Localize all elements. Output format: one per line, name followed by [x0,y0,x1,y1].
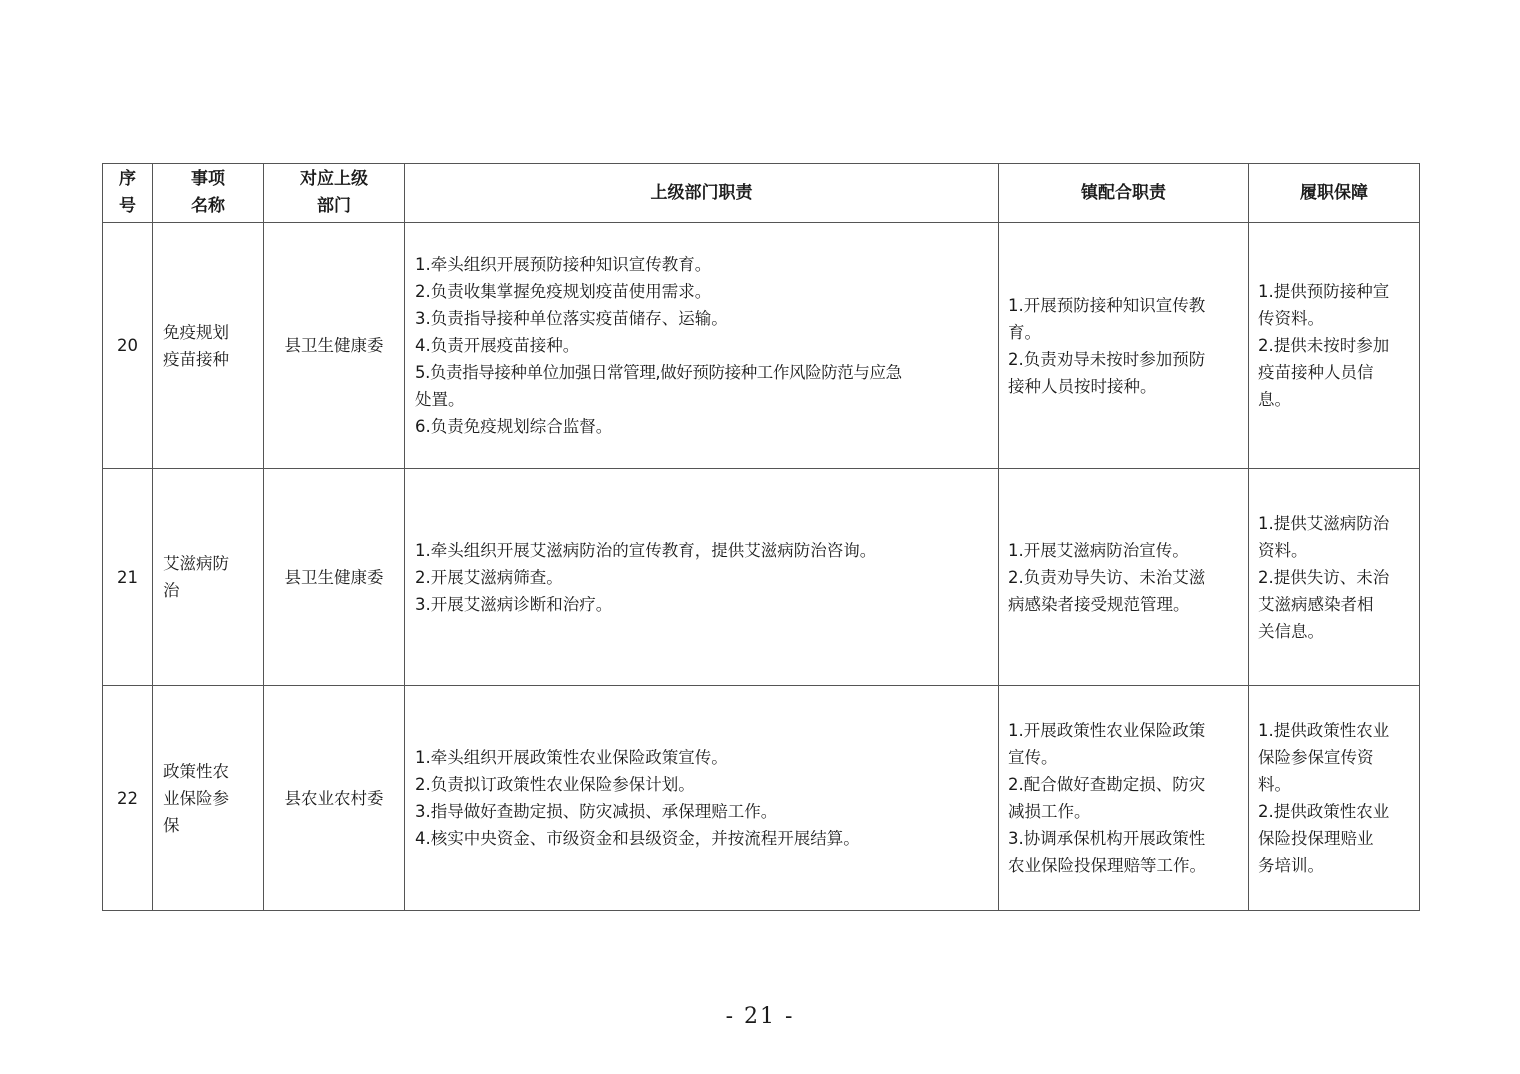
town-line: 接种人员按时接种。 [1008,376,1157,396]
guarantee-line: 资料。 [1258,540,1308,560]
row-town [999,223,1249,469]
table-header-row [103,164,1420,223]
town-line: 宣传。 [1008,748,1058,767]
row-duty [405,686,999,911]
town-line: 1.开展艾滋病防治宣传。 [1008,540,1189,560]
row-name-line: 保 [163,815,180,835]
guarantee-line: 2.提供政策性农业 [1258,802,1390,821]
duty-line: 6.负责免疫规划综合监督。 [415,417,613,436]
row-name-line: 政策性农 [163,761,229,781]
row-name-line: 治 [163,581,180,600]
header-name-line: 名称 [191,196,225,216]
header-dept-line: 部门 [317,196,351,216]
row-dept: 县卫生健康委 [264,223,405,469]
town-line: 减损工作。 [1008,802,1091,821]
guarantee-line: 关信息。 [1258,621,1324,641]
header-name-line: 事项 [191,169,225,189]
guarantee-line: 传资料。 [1258,309,1324,328]
header-dept [264,164,405,223]
row-index: 21 [103,469,153,686]
town-line: 2.配合做好查勘定损、防灾 [1008,775,1206,794]
row-index: 22 [103,686,153,911]
town-line: 2.负责劝导失访、未治艾滋 [1008,567,1206,587]
duty-line: 2.开展艾滋病筛查。 [415,567,563,587]
duty-line: 1.牵头组织开展政策性农业保险政策宣传。 [415,748,728,767]
duty-line: 5.负责指导接种单位加强日常管理,做好预防接种工作风险防范与应急 [415,363,902,382]
row-town [999,686,1249,911]
duty-line: 4.负责开展疫苗接种。 [415,336,580,355]
guarantee-line: 保险参保宣传资 [1258,748,1374,767]
row-dept: 县卫生健康委 [264,469,405,686]
header-index [103,164,153,223]
header-name [153,164,264,223]
duty-line: 1.牵头组织开展艾滋病防治的宣传教育，提供艾滋病防治咨询。 [415,540,877,560]
header-town: 镇配合职责 [999,164,1249,223]
town-line: 3.协调承保机构开展政策性 [1008,829,1206,848]
row-duty [405,223,999,469]
row-name-line: 艾滋病防 [163,554,229,573]
guarantee-line: 艾滋病感染者相 [1258,594,1374,614]
town-line: 1.开展预防接种知识宣传教 [1008,295,1206,315]
guarantee-line: 保险投保理赔业 [1258,829,1374,848]
row-town [999,469,1249,686]
duty-line: 3.负责指导接种单位落实疫苗储存、运输。 [415,309,728,328]
row-name-line: 疫苗接种 [163,349,229,369]
duty-line: 2.负责拟订政策性农业保险参保计划。 [415,775,695,794]
guarantee-line: 2.提供失访、未治 [1258,567,1390,587]
guarantee-line: 1.提供预防接种宣 [1258,282,1390,301]
guarantee-line: 疫苗接种人员信 [1258,363,1374,382]
row-index: 20 [103,223,153,469]
row-name-line: 免疫规划 [163,322,229,342]
duty-line: 3.开展艾滋病诊断和治疗。 [415,594,613,614]
town-line: 病感染者接受规范管理。 [1008,594,1190,614]
row-name-line: 业保险参 [163,788,229,808]
duty-line: 4.核实中央资金、市级资金和县级资金，并按流程开展结算。 [415,829,860,848]
duty-line: 1.牵头组织开展预防接种知识宣传教育。 [415,255,712,274]
row-guarantee [1249,223,1420,469]
row-guarantee [1249,686,1420,911]
header-guarantee: 履职保障 [1249,164,1420,223]
row-name [153,686,264,911]
guarantee-line: 息。 [1258,390,1291,409]
header-dept-line: 对应上级 [300,169,368,189]
header-index-line: 号 [119,196,136,216]
row-dept: 县农业农村委 [264,686,405,911]
row-name [153,223,264,469]
guarantee-line: 1.提供艾滋病防治 [1258,513,1390,533]
row-name [153,469,264,686]
row-duty [405,469,999,686]
row-guarantee [1249,469,1420,686]
guarantee-line: 料。 [1258,775,1291,794]
guarantee-line: 1.提供政策性农业 [1258,721,1390,740]
town-line: 2.负责劝导未按时参加预防 [1008,349,1206,369]
table-row [103,223,1420,469]
guarantee-line: 2.提供未按时参加 [1258,336,1390,355]
town-line: 1.开展政策性农业保险政策 [1008,721,1206,740]
town-line: 育。 [1008,322,1041,342]
table-row [103,469,1420,686]
duty-line: 处置。 [415,390,465,409]
duty-line: 2.负责收集掌握免疫规划疫苗使用需求。 [415,282,712,301]
page-number: - 21 - [725,1004,795,1029]
town-line: 农业保险投保理赔等工作。 [1008,856,1206,875]
header-index-line: 序 [119,169,136,189]
guarantee-line: 务培训。 [1258,856,1324,875]
header-duty: 上级部门职责 [405,164,999,223]
responsibility-table [102,163,1420,911]
table-row [103,686,1420,911]
duty-line: 3.指导做好查勘定损、防灾减损、承保理赔工作。 [415,802,778,821]
